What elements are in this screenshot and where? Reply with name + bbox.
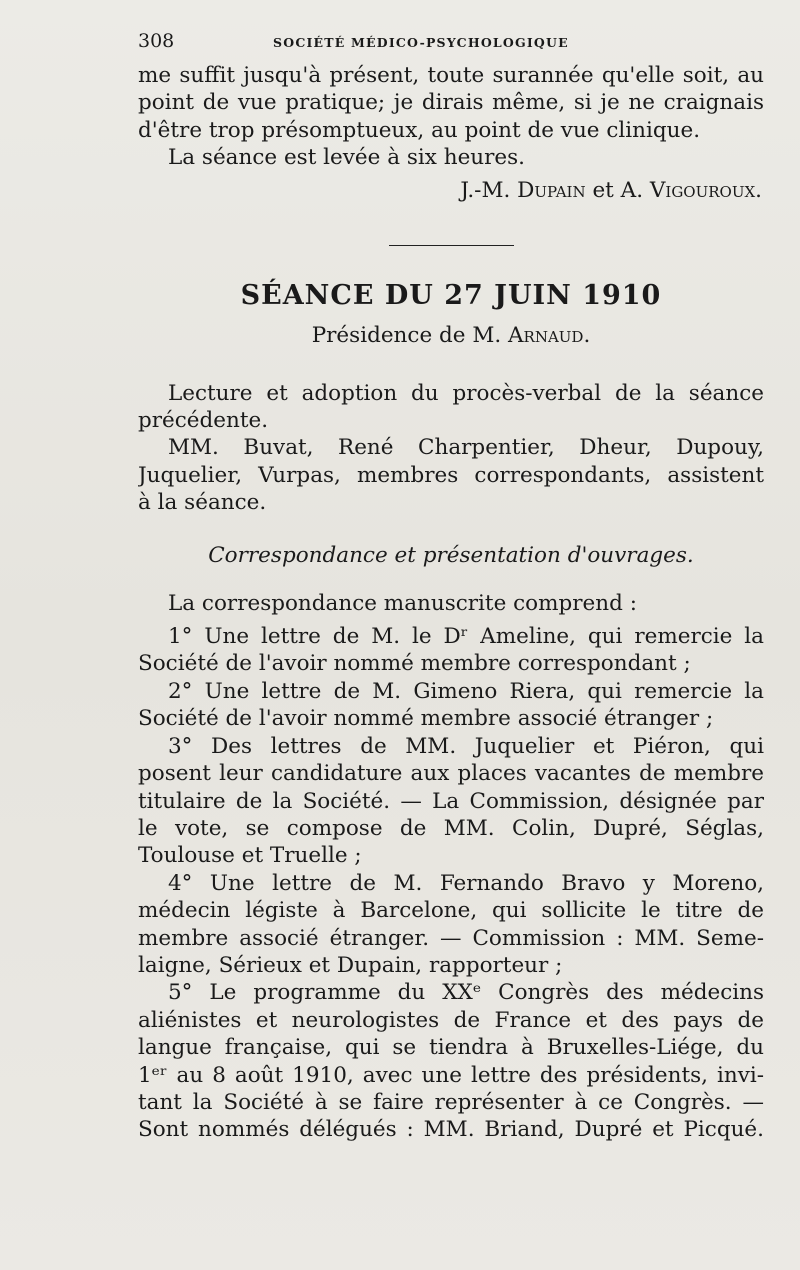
correspondence-item-1	[138, 623, 764, 678]
text-line: posent leur candidature aux places vacantes de membre	[138, 761, 764, 787]
running-head: SOCIÉTÉ MÉDICO-PSYCHOLOGIQUE	[273, 35, 569, 50]
correspondence-item-5	[138, 979, 764, 1143]
text-line: titulaire de la Société. — La Commission, désignée par	[138, 788, 764, 814]
text-line: 2° Une lettre de M. Gimeno Riera, qui remercie la	[168, 678, 764, 704]
text-line: 3° Des lettres de MM. Juquelier et Piéron, qui	[168, 733, 764, 759]
text-line: Sont nommés délégués : MM. Briand, Dupré et Picqué.	[138, 1117, 764, 1143]
text-line: 1ᵉʳ au 8 août 1910, avec une lettre des présidents, invi-	[138, 1062, 764, 1088]
correspondence-heading: Correspondance et présentation d'ouvrages.	[208, 542, 694, 568]
text-line: aliénistes et neurologistes de France et des pays de	[138, 1007, 764, 1033]
text-line: me suffit jusqu'à présent, toute surannée qu'elle soit, au	[138, 63, 764, 88]
text-line: La correspondance manuscrite comprend :	[168, 590, 637, 616]
text-line: Toulouse et Truelle ;	[138, 843, 362, 869]
page-header	[138, 30, 764, 62]
text-line: langue française, qui se tiendra à Bruxelles-Liége, du	[138, 1035, 764, 1061]
members-paragraph	[138, 434, 764, 516]
section-divider	[389, 245, 514, 246]
text-line: le vote, se compose de MM. Colin, Dupré, Séglas,	[138, 815, 764, 841]
page-number: 308	[138, 30, 175, 52]
president-name: Arnaud.	[508, 322, 591, 348]
text-line: précédente.	[138, 408, 269, 434]
presidency-line	[138, 323, 764, 348]
text-line: 1° Une lettre de M. le Dʳ Ameline, qui remercie la	[168, 624, 764, 650]
text-line: Société de l'avoir nommé membre correspondant ;	[138, 651, 691, 677]
lecture-paragraph	[138, 380, 764, 435]
correspondence-item-3	[138, 733, 764, 870]
text-line: d'être trop présomptueux, au point de vue clinique.	[138, 117, 701, 143]
signature-and: et	[592, 177, 614, 203]
text-line: point de vue pratique; je dirais même, si je ne craignais	[138, 90, 764, 116]
text-line: médecin légiste à Barcelone, qui sollicite le titre de	[138, 898, 764, 924]
presidency-prefix: Présidence de M.	[311, 322, 502, 348]
correspondence-intro	[138, 590, 764, 617]
text-line: Société de l'avoir nommé membre associé étranger ;	[138, 706, 714, 732]
correspondence-item-4	[138, 870, 764, 980]
signature-name-2: A. Vigouroux.	[620, 177, 762, 203]
text-line: MM. Buvat, René Charpentier, Dheur, Dupouy,	[168, 435, 764, 461]
signature	[138, 178, 764, 203]
text-line: 4° Une lettre de M. Fernando Bravo y Moreno,	[168, 870, 764, 896]
text-line: 5° Le programme du XXᵉ Congrès des médecins	[168, 980, 764, 1006]
signature-name-1: J.-M. Dupain	[460, 177, 586, 203]
text-line: laigne, Sérieux et Dupain, rapporteur ;	[138, 952, 563, 978]
text-line: tant la Société à se faire représenter à ce Congrès. —	[138, 1089, 764, 1115]
session-closed-line: La séance est levée à six heures.	[168, 145, 526, 171]
text-line: membre associé étranger. — Commission : MM. Seme-	[138, 925, 764, 951]
correspondence-item-2	[138, 678, 764, 733]
text-line: Lecture et adoption du procès-verbal de la séance	[168, 380, 764, 406]
text-line: Juquelier, Vurpas, membres correspondants, assistent	[138, 462, 764, 488]
closing-paragraph	[138, 62, 764, 203]
text-line: à la séance.	[138, 490, 267, 516]
session-title: SÉANCE DU 27 JUIN 1910	[240, 279, 662, 311]
